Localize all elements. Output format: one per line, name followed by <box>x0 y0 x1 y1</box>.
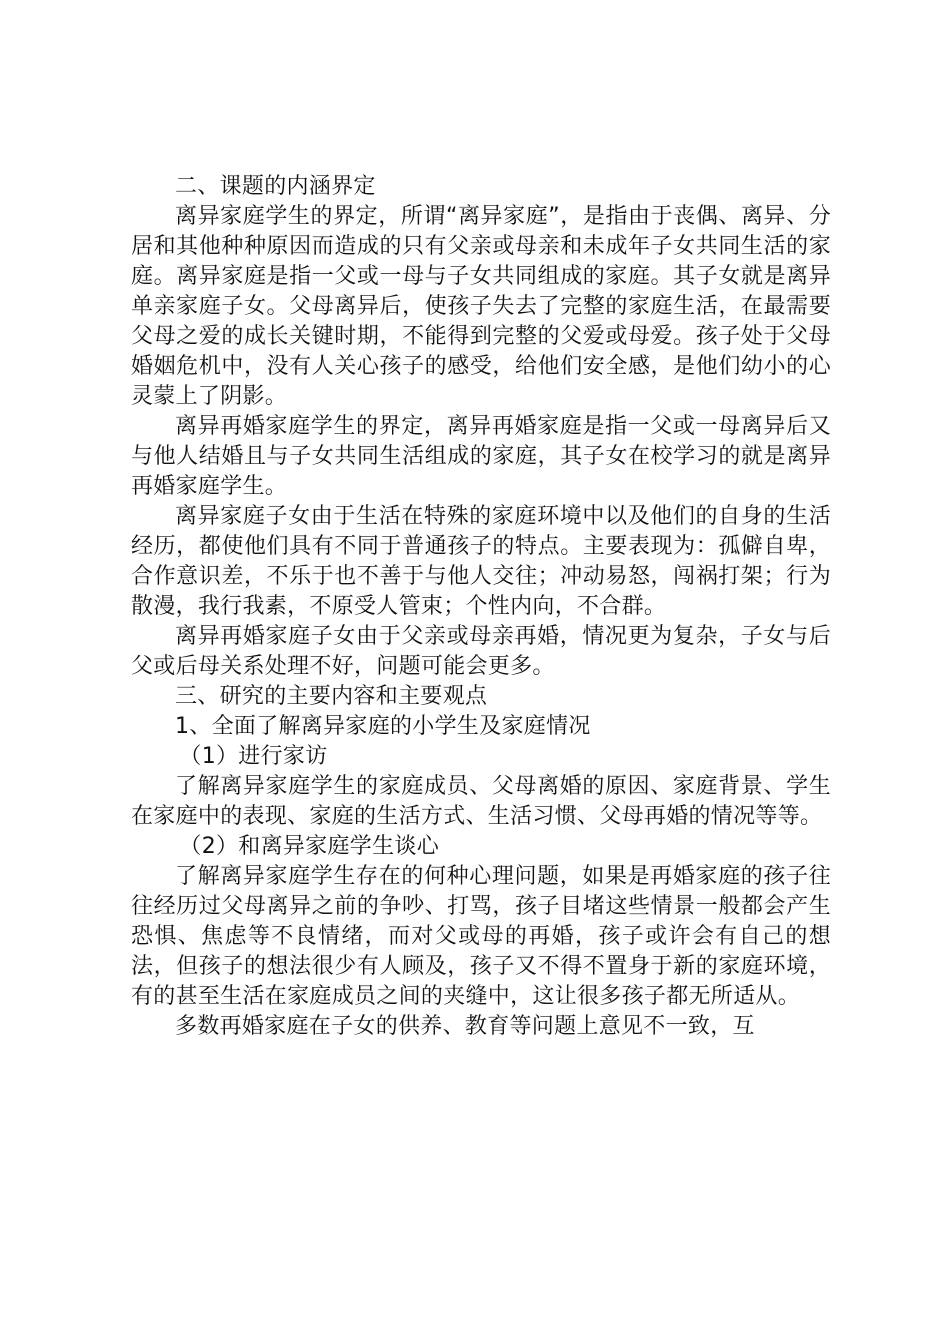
paragraph-divorced-family-definition: 离异家庭学生的界定，所谓“离异家庭”，是指由于丧偶、离异、分居和其他种种原因而造成的只有父亲或母亲和未成年子女共同生活的家庭。离异家庭是指一父或一母与子女共同组成的家庭。其子女就是离异单亲家庭子女。父母离异后，使孩子失去了完整的家庭生活，在最需要父母之爱的成长关键时期，不能得到完整的父爱或母爱。孩子处于父母婚姻危机中，没有人关心孩子的感受，给他们安全感，是他们幼小的心灵蒙上了阴影。 <box>131 204 831 409</box>
section-heading-2: 二、课题的内涵界定 <box>175 174 376 199</box>
document-body <box>131 172 831 1042</box>
paragraph-remarried-children: 离异再婚家庭子女由于父亲或母亲再婚，情况更为复杂，子女与后父或后母关系处理不好，问题可能会更多。 <box>131 624 831 679</box>
subheading-1: 1、全面了解离异家庭的小学生及家庭情况 <box>175 714 591 739</box>
subheading-1-1: （1）进行家访 <box>179 744 328 769</box>
paragraph-talk-with-students: 了解离异家庭学生存在的何种心理问题，如果是再婚家庭的孩子往往经历过父母离异之前的争吵、打骂，孩子目堵这些情景一般都会产生恐惧、焦虑等不良情绪，而对父或母的再婚，孩子或许会有自己的想法，但孩子的想法很少有人顾及，孩子又不得不置身于新的家庭环境，有的甚至生活在家庭成员之间的夹缝中，这让很多孩子都无所适从。 <box>131 864 831 1009</box>
subheading-1-2: （2）和离异家庭学生谈心 <box>179 834 439 859</box>
paragraph-remarried-family-definition: 离异再婚家庭学生的界定，离异再婚家庭是指一父或一母离异后又与他人结婚且与子女共同生活组成的家庭，其子女在校学习的就是离异再婚家庭学生。 <box>131 414 831 499</box>
paragraph-remarried-disagreement: 多数再婚家庭在子女的供养、教育等问题上意见不一致，互 <box>175 1014 755 1039</box>
paragraph-children-characteristics: 离异家庭子女由于生活在特殊的家庭环境中以及他们的自身的生活经历，都使他们具有不同于普通孩子的特点。主要表现为：孤僻自卑，合作意识差，不乐于也不善于与他人交往；冲动易怒，闯祸打架；行为散漫，我行我素，不原受人管束；个性内向，不合群。 <box>131 504 831 619</box>
paragraph-home-visit: 了解离异家庭学生的家庭成员、父母离婚的原因、家庭背景、学生在家庭中的表现、家庭的生活方式、生活习惯、父母再婚的情况等等。 <box>131 774 831 829</box>
section-heading-3: 三、研究的主要内容和主要观点 <box>175 684 488 709</box>
